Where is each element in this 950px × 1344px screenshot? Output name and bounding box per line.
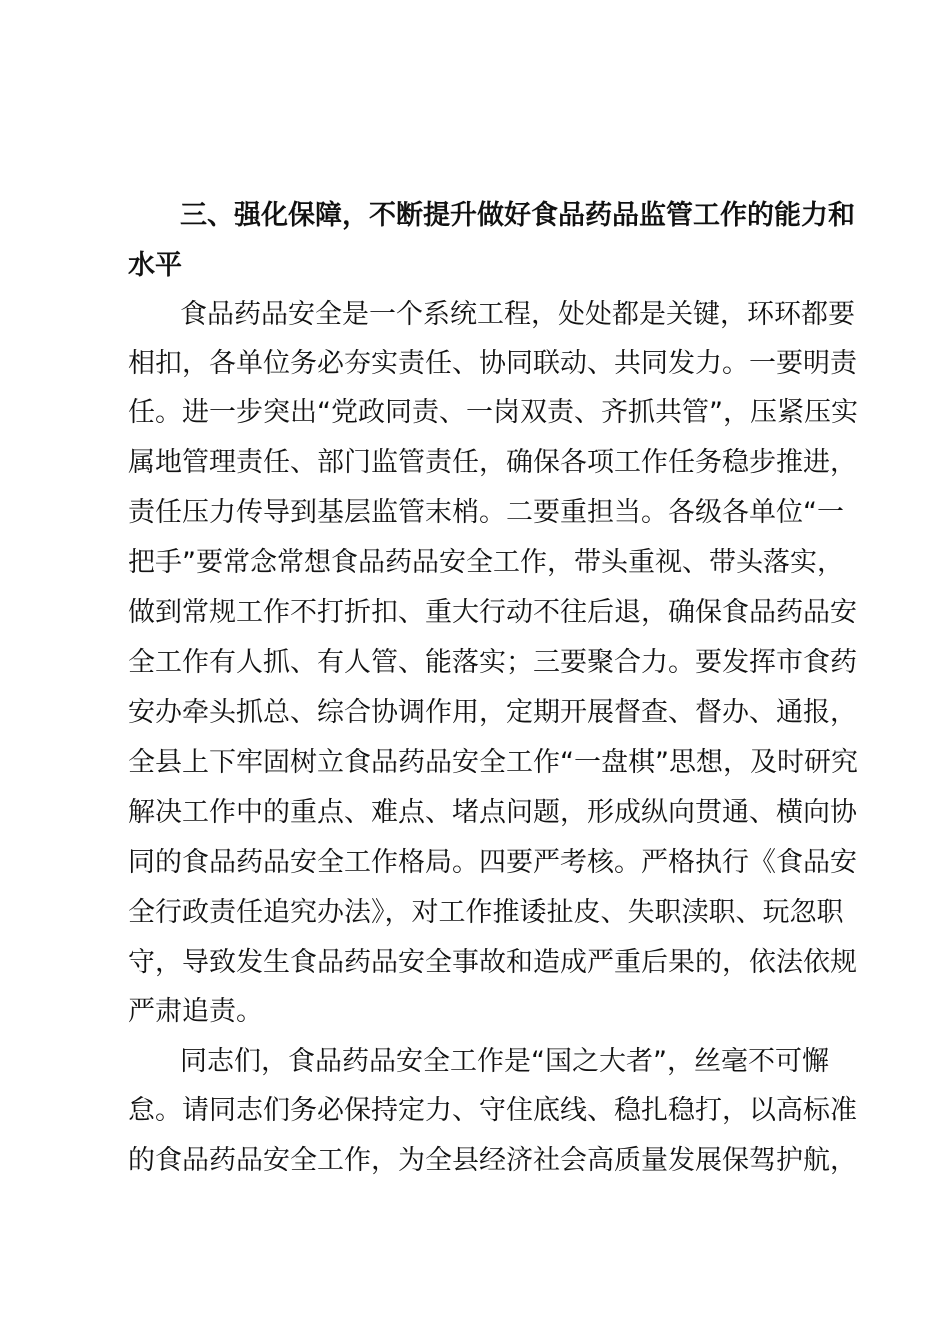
paragraph-line: 严肃追责。 (128, 996, 263, 1027)
section-heading-line: 水平 (128, 250, 182, 281)
paragraph-line: 做到常规工作不打折扣、重大行动不往后退，确保食品药品安 (128, 597, 857, 628)
paragraph-line: 属地管理责任、部门监管责任，确保各项工作任务稳步推进， (128, 447, 857, 478)
paragraph-line: 全行政责任追究办法》，对工作推诿扯皮、失职渎职、玩忽职 (128, 897, 844, 928)
section-heading-line: 三、强化保障，不断提升做好食品药品监管工作的能力和 (180, 200, 855, 231)
paragraph-line: 全县上下牢固树立食品药品安全工作“一盘棋”思想，及时研究 (128, 747, 858, 778)
paragraph-line: 同志们，食品药品安全工作是“国之大者”，丝毫不可懈 (180, 1046, 829, 1077)
paragraph-line: 责任压力传导到基层监管末梢。二要重担当。各级各单位“一 (128, 497, 844, 528)
paragraph-line: 怠。请同志们务必保持定力、守住底线、稳扎稳打，以高标准 (128, 1095, 857, 1126)
paragraph-line: 把手”要常念常想食品药品安全工作，带头重视、带头落实， (128, 547, 844, 578)
paragraph-line: 全工作有人抓、有人管、能落实；三要聚合力。要发挥市食药 (128, 647, 857, 678)
paragraph-line: 同的食品药品安全工作格局。四要严考核。严格执行《食品安 (128, 847, 857, 878)
paragraph-line: 的食品药品安全工作，为全县经济社会高质量发展保驾护航， (128, 1145, 857, 1176)
paragraph-line: 解决工作中的重点、难点、堵点问题，形成纵向贯通、横向协 (128, 797, 857, 828)
paragraph-line: 安办牵头抓总、综合协调作用，定期开展督查、督办、通报， (128, 697, 857, 728)
paragraph-line: 相扣，各单位务必夯实责任、协同联动、共同发力。一要明责 (128, 348, 857, 379)
paragraph-line: 任。进一步突出“党政同责、一岗双责、齐抓共管”，压紧压实 (128, 397, 858, 428)
paragraph-line: 守，导致发生食品药品安全事故和造成严重后果的，依法依规 (128, 947, 857, 978)
paragraph-line: 食品药品安全是一个系统工程，处处都是关键，环环都要 (180, 299, 855, 330)
